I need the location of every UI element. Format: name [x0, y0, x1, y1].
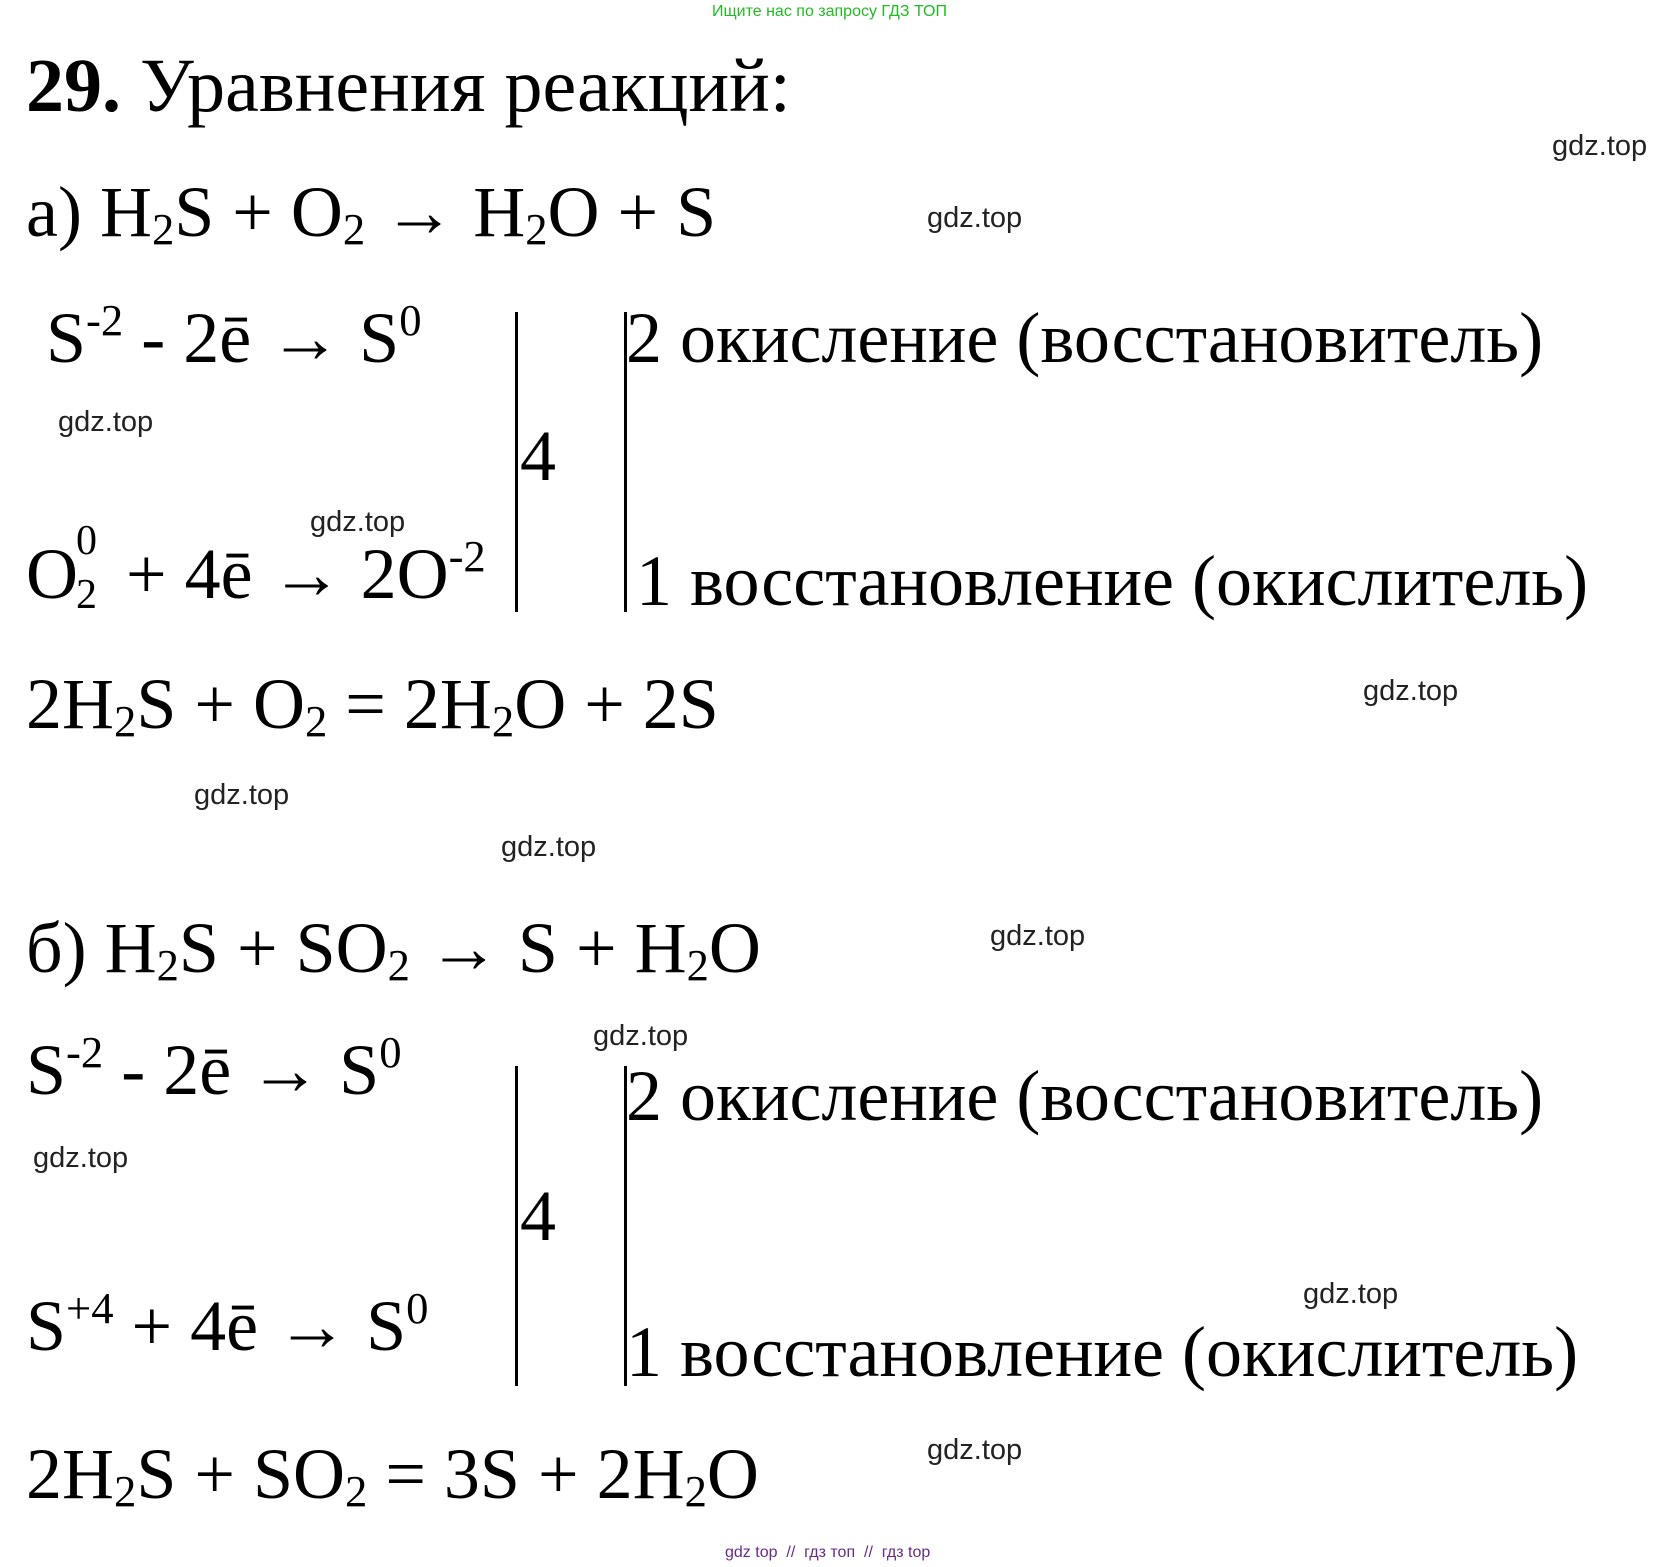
watermark: gdz.top: [927, 1434, 1023, 1466]
part-a-half-reaction-2: O 0 2 + 4ē → $2O^{-2}$: [26, 518, 486, 618]
part-b-half-reaction-2: $S^{+4}$ + 4ē → $S^0$: [26, 1283, 429, 1366]
part-b-final-equation: $2H_2S + SO_2 = 3S + 2H_2O$: [26, 1434, 759, 1517]
watermark: gdz.top: [194, 779, 290, 811]
watermark: gdz.top: [990, 920, 1086, 952]
watermark: gdz.top: [927, 202, 1023, 234]
part-b-lcm: 4: [520, 1176, 556, 1256]
watermark: gdz.top: [58, 406, 154, 438]
watermark: gdz.top: [1552, 130, 1648, 162]
watermark: gdz.top: [310, 506, 406, 538]
part-b-half-reaction-1: $S^{-2}$ - 2ē → $S^0$: [26, 1027, 402, 1110]
watermark: gdz.top: [501, 831, 597, 863]
exercise-number: 29.: [26, 44, 121, 128]
page-title: [26, 44, 791, 128]
footer-links: gdz top // гдз топ // гдз top: [725, 1544, 931, 1561]
watermark: gdz.top: [1303, 1278, 1399, 1310]
part-a-final-equation: $2H_2S + O_2 = 2H_2O + 2S$: [26, 664, 719, 747]
part-a-divider-left: [515, 312, 518, 612]
part-b-divider-left: [515, 1066, 518, 1386]
part-a-scheme: а) $H_2S + O_2 \to H_2O + S$: [26, 172, 717, 255]
top-banner: Ищите нас по запросу ГДЗ ТОП: [712, 3, 947, 20]
part-a-half-reaction-1: $S^{-2}$ - 2ē → $S^0$: [46, 295, 422, 378]
part-a-oxidation-note: 2 окисление (восстановитель): [626, 298, 1544, 378]
part-b-oxidation-note: 2 окисление (восстановитель): [626, 1056, 1544, 1136]
part-a-reduction-note: 1 восстановление (окислитель): [636, 541, 1589, 621]
part-b-scheme: б) $H_2S + SO_2 \to S + H_2O$: [26, 908, 761, 991]
title-text: Уравнения реакций:: [140, 44, 791, 128]
watermark: gdz.top: [33, 1142, 129, 1174]
watermark: gdz.top: [1363, 675, 1459, 707]
watermark: gdz.top: [593, 1020, 689, 1052]
part-b-reduction-note: 1 восстановление (окислитель): [626, 1312, 1579, 1392]
part-a-lcm: 4: [520, 416, 556, 496]
